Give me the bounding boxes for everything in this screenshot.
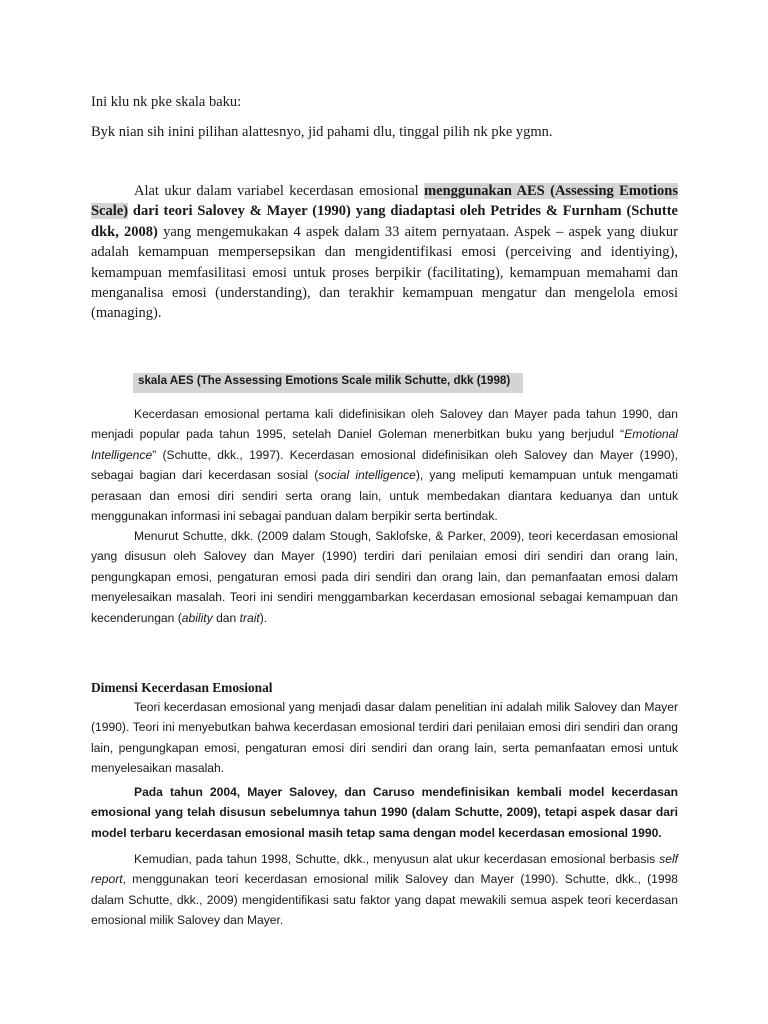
paragraph-2004: Pada tahun 2004, Mayer Salovey, dan Caruso mendefinisikan kembali model kecerdasan emosional yang telah disusun sebelumnya tahun 1990 (dalam Schutte, 2009), tetapi aspek dasar dari model terbaru kecerdasan emosional masih tetap sama dengan model kecerdasan emosional 1990.	[91, 785, 678, 840]
section-header: skala AES (The Assessing Emotions Scale milik Schutte, dkk (1998)	[138, 374, 511, 387]
p2-text-b: dan	[212, 610, 240, 625]
paragraph-theory: Teori kecerdasan emosional yang menjadi dasar dalam penelitian ini adalah milik Salovey dan Mayer (1990). Teori ini menyebutkan bahwa kecerdasan emosional terdiri dari penilaian emosi diri sendiri dan orang lain, pengungkapan emosi, pengaturan emosi diri sendiri dan orang lain, serta pemanfaatan emosi untuk menyelesaikan masalah.	[91, 700, 678, 776]
p6-italic-1: self report	[91, 852, 678, 887]
aes-bold-text: dari teori Salovey & Mayer (1990) yang diadaptasi oleh Petrides & Furnham (Schutte dkk, 2008)	[91, 203, 678, 240]
aes-tail-text: yang mengemukakan 4 aspek dalam 33 aitem pernyataan. Aspek – aspek yang diukur adalah kemampuan mempersepsikan dan mengidentifikasi emosi (perceiving and identiying), kemampuan memfasilitasi emosi untuk proses berpikir (facilitating), kemampuan memahami dan menganalisa emosi (understanding), dan terakhir kemampuan mengatur dan mengelola emosi (managing).	[91, 223, 678, 322]
p2-text-c: ).	[259, 610, 268, 625]
p1-italic-1: Emotional Intelligence	[91, 427, 678, 462]
p6-text-b: , menggunakan teori kecerdasan emosional milik Salovey dan Mayer (1990). Schutte, dkk., (1998 dalam Schutte, dkk., 2009) mengidentifikasi satu faktor yang dapat mewakili semua aspek teori kecerdasan emosional milik Salovey dan Mayer.	[91, 872, 678, 928]
p2-text-a: Menurut Schutte, dkk. (2009 dalam Stough, Saklofske, & Parker, 2009), teori kecerdasan emosional yang disusun oleh Salovey dan Mayer (1990) terdiri dari penilaian emosi diri sendiri dan orang lain, pengungkapan emosi, pengaturan emosi pada diri sendiri dan orang lain, dan pemanfaatan emosi dalam menyelesaikan masalah. Teori ini sendiri menggambarkan kecerdasan emosional sebagai kemampuan dan kecenderungan (	[91, 529, 678, 625]
p1-text-c: ), yang meliputi kemampuan untuk mengamati perasaan dan emosi diri sendiri serta orang lain, untuk membedakan diantara keduanya dan untuk menggunakan informasi ini sebagai panduan dalam berpikir serta bertindak.	[91, 468, 679, 524]
dimension-title: Dimensi Kecerdasan Emosional	[91, 680, 273, 695]
p1-text-a: Kecerdasan emosional pertama kali didefinisikan oleh Salovey dan Mayer pada tahun 1990, dan menjadi popular pada tahun 1995, setelah Daniel Goleman menerbitkan buku yang berjudul “	[91, 407, 678, 442]
paragraph-1998	[91, 849, 678, 931]
aes-highlighted-text: menggunakan AES (Assessing Emotions Scale)	[91, 183, 678, 220]
p2-italic-1: ability	[181, 610, 213, 625]
paragraph-schutte	[91, 526, 678, 628]
aes-paragraph	[91, 181, 678, 324]
p1-text-b: ” (Schutte, dkk., 1997). Kecerdasan emosional didefinisikan oleh Salovey dan Mayer (1990), sebagai bagian dari kecerdasan sosial (	[91, 447, 678, 483]
p1-italic-2: social intelligence	[318, 468, 416, 483]
aes-lead-text: Alat ukur dalam variabel kecerdasan emosional	[134, 183, 425, 199]
intro-line-1: Ini klu nk pke skala baku:	[91, 94, 242, 110]
intro-line-2: Byk nian sih inini pilihan alattesnyo, jid pahami dlu, tinggal pilih nk pke ygmn.	[91, 124, 553, 140]
paragraph-definition	[91, 404, 678, 526]
p2-italic-2: trait	[239, 610, 260, 625]
p6-text-a: Kemudian, pada tahun 1998, Schutte, dkk., menyusun alat ukur kecerdasan emosional berbasis	[134, 852, 660, 866]
